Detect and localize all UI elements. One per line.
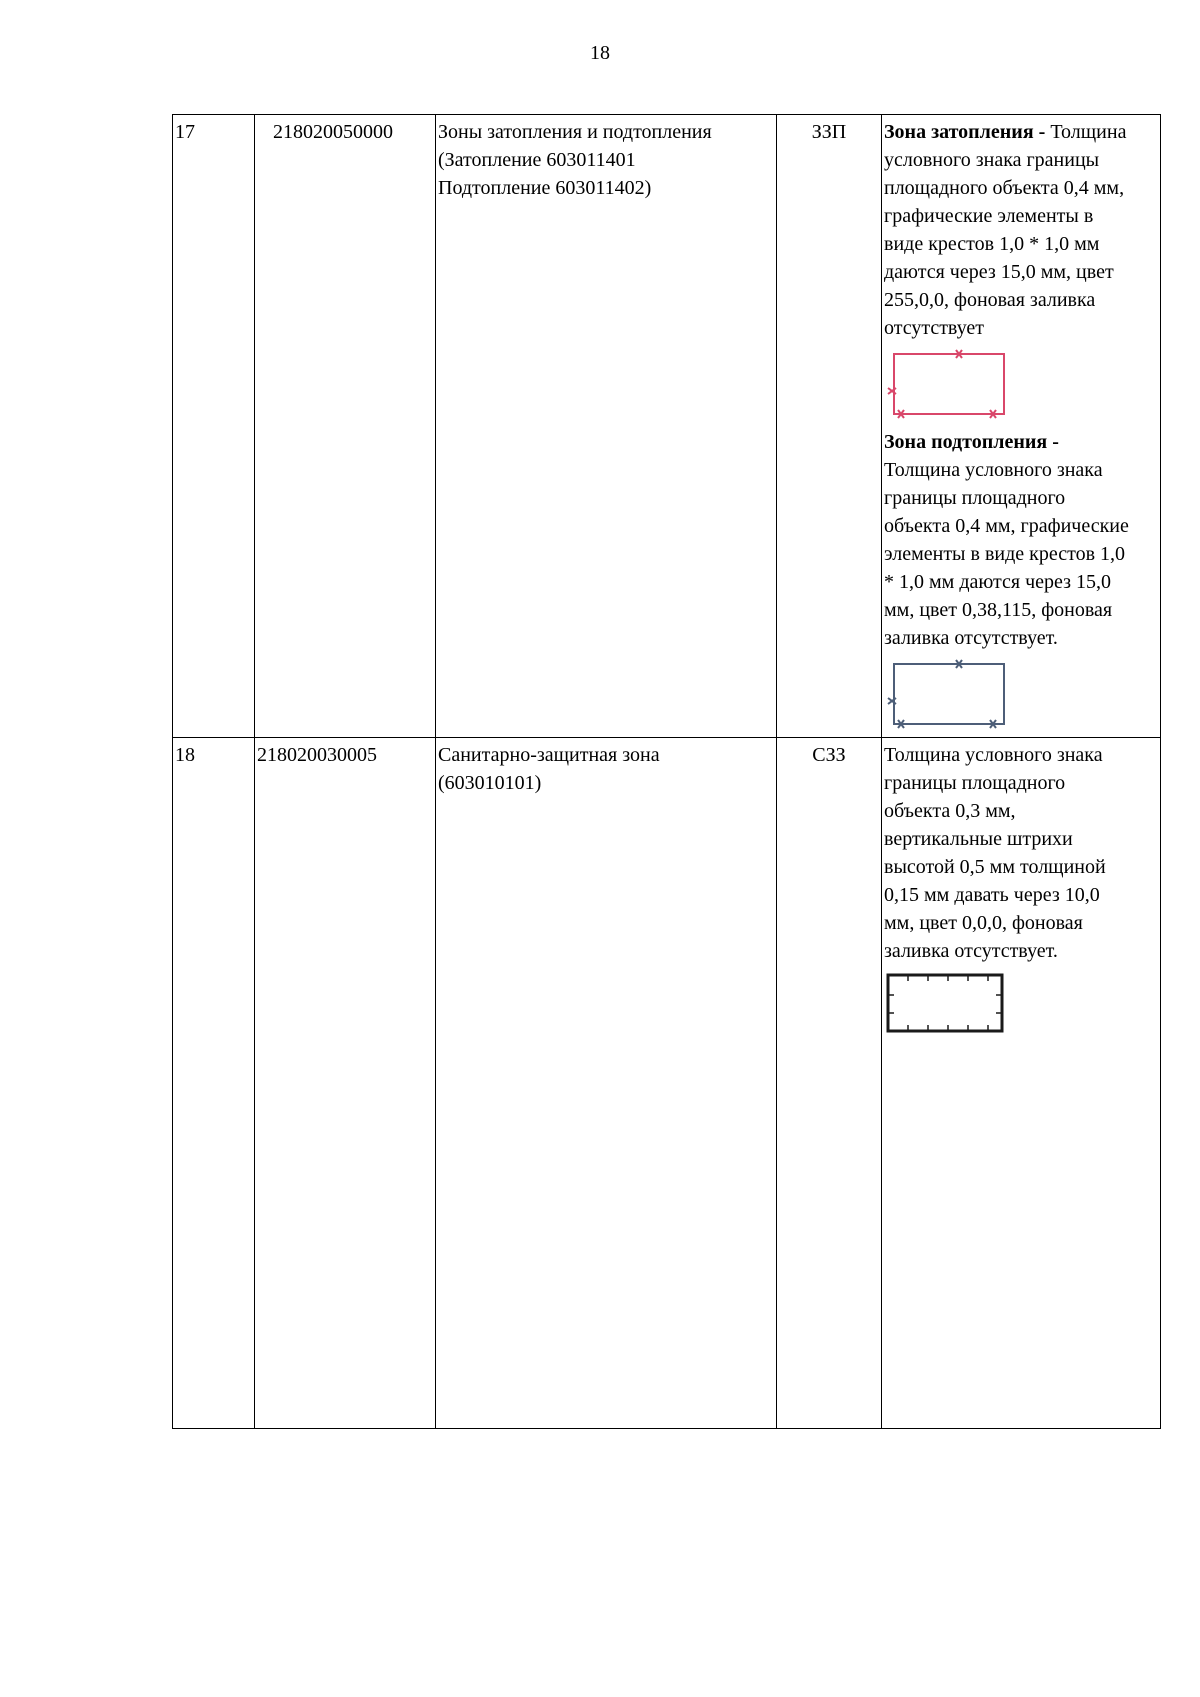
desc-line: отсутствует xyxy=(884,317,985,339)
name-line: (603010101) xyxy=(438,772,542,794)
code-value: 218020050000 xyxy=(273,121,393,143)
name-line: Подтопление 603011402) xyxy=(438,177,652,199)
desc-line: * 1,0 мм даются через 15,0 xyxy=(884,571,1112,593)
table-row xyxy=(173,738,1161,1429)
desc-line: заливка отсутствует. xyxy=(884,627,1058,649)
table-row xyxy=(173,115,1161,738)
desc-line: условного знака границы xyxy=(884,149,1100,171)
desc-line: 255,0,0, фоновая заливка xyxy=(884,289,1096,311)
desc-line: площадного объекта 0,4 мм, xyxy=(884,177,1125,199)
row-code xyxy=(255,738,436,1429)
page-number: 18 xyxy=(590,42,610,64)
name-line: (Затопление 603011401 xyxy=(438,149,636,171)
desc-line: объекта 0,4 мм, графические xyxy=(884,515,1129,537)
desc-line: Толщина условного знака xyxy=(884,459,1103,481)
desc-line: виде крестов 1,0 * 1,0 мм xyxy=(884,233,1100,255)
desc-line: границы площадного xyxy=(884,772,1066,794)
desc-title: Зона затопления xyxy=(884,121,1034,143)
sanitary-zone-symbol xyxy=(884,971,1014,1037)
code-value: 218020030005 xyxy=(257,744,377,766)
row-number: 17 xyxy=(173,115,255,738)
row-number: 18 xyxy=(173,738,255,1429)
desc-line: даются через 15,0 мм, цвет xyxy=(884,261,1114,283)
row-name xyxy=(436,738,777,1429)
desc-line: высотой 0,5 мм толщиной xyxy=(884,856,1106,878)
symbols-table xyxy=(172,114,1161,1429)
desc-line: вертикальные штрихи xyxy=(884,828,1073,850)
row-description xyxy=(882,115,1161,738)
name-line: Санитарно-защитная зона xyxy=(438,744,660,766)
desc-text: Толщина xyxy=(1050,121,1127,143)
desc-title: Зона подтопления - xyxy=(884,431,1059,453)
desc-line: 0,15 мм давать через 10,0 xyxy=(884,884,1100,906)
desc-line: Толщина условного знака xyxy=(884,744,1103,766)
desc-title-separator: - xyxy=(1033,121,1051,143)
name-line: Зоны затопления и подтопления xyxy=(438,121,712,143)
row-name xyxy=(436,115,777,738)
desc-line: объекта 0,3 мм, xyxy=(884,800,1016,822)
desc-line: мм, цвет 0,0,0, фоновая xyxy=(884,912,1083,934)
desc-line: графические элементы в xyxy=(884,205,1094,227)
row-code xyxy=(255,115,436,738)
underflooding-zone-symbol xyxy=(884,658,1014,734)
desc-line: заливка отсутствует. xyxy=(884,940,1058,962)
desc-line: элементы в виде крестов 1,0 xyxy=(884,543,1126,565)
row-abbreviation: ЗЗП xyxy=(777,115,882,738)
desc-line: мм, цвет 0,38,115, фоновая xyxy=(884,599,1113,621)
desc-line: границы площадного xyxy=(884,487,1066,509)
row-description xyxy=(882,738,1161,1429)
row-abbreviation: СЗЗ xyxy=(777,738,882,1429)
flood-zone-symbol xyxy=(884,348,1014,424)
desc-line xyxy=(884,118,1158,146)
